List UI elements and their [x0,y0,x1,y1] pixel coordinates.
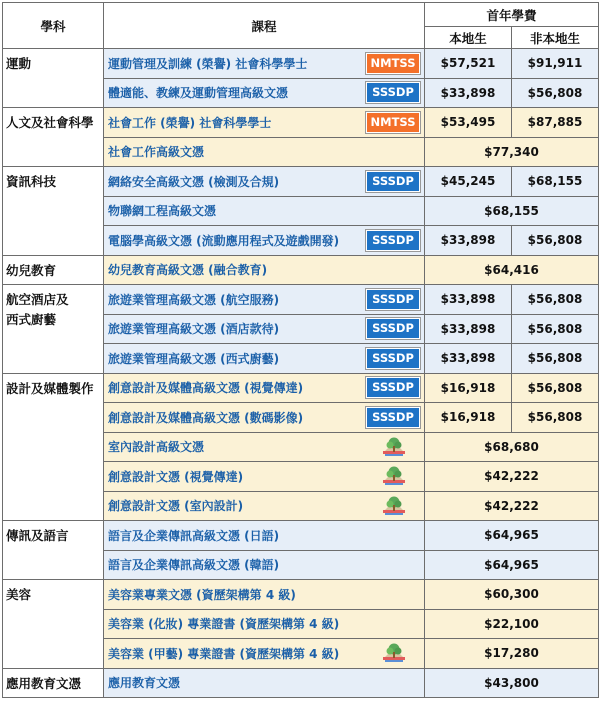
course-name: 幼兒教育高級文憑 (融合教育) [108,263,268,278]
subject-cell [3,668,104,698]
table-body [3,49,599,698]
table-row [3,108,599,138]
nmtss-badge: NMTSS [366,112,420,133]
fee-cell-local: $16,918 [425,373,512,403]
fee-cell-local: $16,918 [425,403,512,433]
course-name: 旅遊業管理高級文憑 (西式廚藝) [108,351,280,366]
header-first-year-fee: 首年學費 [425,3,599,27]
tuition-fee-table [2,2,599,698]
sssdp-badge: SSSDP [366,171,420,192]
subject-label: 運動 [6,56,32,71]
table-row [3,285,599,315]
table-row [3,668,599,698]
course-cell-content [108,615,420,632]
fee-cell-nonlocal: $56,808 [512,373,599,403]
course-cell [104,314,425,344]
fee-cell-combined: $43,800 [425,668,599,698]
course-cell-content [108,53,420,74]
course-cell [104,491,425,521]
course-cell [104,462,425,492]
fee-cell-combined: $22,100 [425,609,599,639]
table-header [3,3,599,49]
course-cell-content [108,143,420,160]
tree-logo-icon [382,465,406,487]
course-name: 社會工作高級文憑 [108,145,205,160]
course-cell-content [108,495,420,517]
fee-cell-combined: $42,222 [425,462,599,492]
course-cell-content [108,465,420,487]
course-name: 網絡安全高級文憑 (檢測及合規) [108,174,280,189]
fee-cell-nonlocal: $56,808 [512,226,599,256]
fee-cell-local: $33,898 [425,78,512,108]
subject-label: 美容 [6,587,32,602]
course-cell-content [108,318,420,339]
subject-label-line: 航空酒店及 [6,292,69,307]
fee-cell-local: $57,521 [425,49,512,79]
subject-cell [3,285,104,374]
course-cell [104,226,425,256]
fee-cell-combined: $64,416 [425,255,599,285]
course-name: 創意設計文憑 (室內設計) [108,499,244,514]
course-cell-content [108,82,420,103]
course-name: 語言及企業傳訊高級文憑 (韓語) [108,558,280,573]
course-cell [104,344,425,374]
fee-cell-nonlocal: $91,911 [512,49,599,79]
sssdp-badge: SSSDP [366,377,420,398]
sssdp-badge: SSSDP [366,230,420,251]
header-course: 課程 [104,3,425,49]
fee-cell-combined: $68,680 [425,432,599,462]
course-name: 體適能、教練及運動管理高級文憑 [108,86,289,101]
fee-cell-nonlocal: $56,808 [512,78,599,108]
header-subject: 學科 [3,3,104,49]
course-cell [104,639,425,669]
course-cell-content [108,112,420,133]
course-name: 應用教育文憑 [108,676,181,691]
sssdp-badge: SSSDP [366,318,420,339]
course-name: 美容業 (甲藝) 專業證書 (資歷架構第 4 級) [108,646,340,661]
course-cell [104,255,425,285]
subject-label: 設計及媒體製作 [6,380,94,396]
course-cell [104,196,425,226]
fee-cell-local: $33,898 [425,314,512,344]
table-row [3,580,599,610]
subject-cell [3,49,104,108]
course-name: 室內設計高級文憑 [108,440,205,455]
course-cell [104,668,425,698]
fee-cell-combined: $64,965 [425,550,599,580]
course-cell [104,521,425,551]
course-cell [104,78,425,108]
course-cell [104,108,425,138]
course-name: 旅遊業管理高級文憑 (航空服務) [108,292,280,307]
course-cell-content [108,556,420,573]
course-cell-content [108,642,420,664]
subject-label: 幼兒教育 [6,262,57,278]
course-cell-content [108,586,420,603]
fee-cell-local: $33,898 [425,344,512,374]
course-cell [104,167,425,197]
subject-label: 應用教育文憑 [6,675,82,691]
course-name: 運動管理及訓練 (榮譽) 社會科學學士 [108,56,308,71]
course-cell-content [108,527,420,544]
course-cell-content [108,261,420,278]
fee-cell-local: $33,898 [425,226,512,256]
header-nonlocal: 非本地生 [512,27,599,49]
fee-cell-combined: $77,340 [425,137,599,167]
fee-cell-combined: $42,222 [425,491,599,521]
subject-cell [3,373,104,521]
table-row [3,49,599,79]
fee-cell-nonlocal: $56,808 [512,314,599,344]
course-name: 創意設計文憑 (視覺傳達) [108,469,244,484]
subject-label: 傳訊及語言 [6,528,69,543]
sssdp-badge: SSSDP [366,289,420,310]
header-local: 本地生 [425,27,512,49]
course-cell [104,550,425,580]
course-name: 創意設計及媒體高級文憑 (視覺傳達) [108,381,304,396]
subject-cell [3,167,104,256]
tree-logo-icon [382,642,406,664]
fee-cell-combined: $60,300 [425,580,599,610]
course-cell [104,285,425,315]
course-cell [104,373,425,403]
course-cell [104,580,425,610]
nmtss-badge: NMTSS [366,53,420,74]
course-cell-content [108,377,420,398]
sssdp-badge: SSSDP [366,407,420,428]
fee-cell-combined: $68,155 [425,196,599,226]
fee-cell-local: $45,245 [425,167,512,197]
course-cell-content [108,436,420,458]
table-row [3,373,599,403]
course-cell-content [108,230,420,251]
sssdp-badge: SSSDP [366,82,420,103]
course-name: 社會工作 (榮譽) 社會科學學士 [108,115,272,130]
fee-cell-nonlocal: $56,808 [512,285,599,315]
course-cell-content [108,407,420,428]
course-name: 美容業專業文憑 (資歷架構第 4 級) [108,587,296,602]
course-cell [104,609,425,639]
course-cell-content [108,674,420,691]
course-name: 創意設計及媒體高級文憑 (數碼影像) [108,410,304,425]
subject-cell [3,255,104,285]
course-cell [104,49,425,79]
subject-label: 資訊科技 [6,174,57,189]
fee-cell-combined: $64,965 [425,521,599,551]
course-name: 語言及企業傳訊高級文憑 (日語) [108,528,280,543]
subject-label: 人文及社會科學 [6,115,94,130]
subject-label-line: 西式廚藝 [6,312,57,327]
subject-cell [3,521,104,580]
course-name: 旅遊業管理高級文憑 (酒店款待) [108,322,280,337]
tree-logo-icon [382,495,406,517]
course-cell [104,137,425,167]
subject-cell [3,580,104,669]
course-cell [104,403,425,433]
table-row [3,167,599,197]
fee-cell-nonlocal: $56,808 [512,403,599,433]
course-cell [104,432,425,462]
course-cell-content [108,289,420,310]
table-row [3,255,599,285]
course-cell-content [108,202,420,219]
fee-cell-nonlocal: $56,808 [512,344,599,374]
fee-cell-local: $33,898 [425,285,512,315]
course-cell-content [108,171,420,192]
sssdp-badge: SSSDP [366,348,420,369]
course-name: 美容業 (化妝) 專業證書 (資歷架構第 4 級) [108,617,340,632]
course-name: 電腦學高級文憑 (流動應用程式及遊戲開發) [108,233,340,248]
fee-cell-nonlocal: $87,885 [512,108,599,138]
tree-logo-icon [382,436,406,458]
fee-cell-nonlocal: $68,155 [512,167,599,197]
fee-cell-combined: $17,280 [425,639,599,669]
subject-cell [3,108,104,167]
table-row [3,521,599,551]
fee-cell-local: $53,495 [425,108,512,138]
course-cell-content [108,348,420,369]
course-name: 物聯網工程高級文憑 [108,204,217,219]
